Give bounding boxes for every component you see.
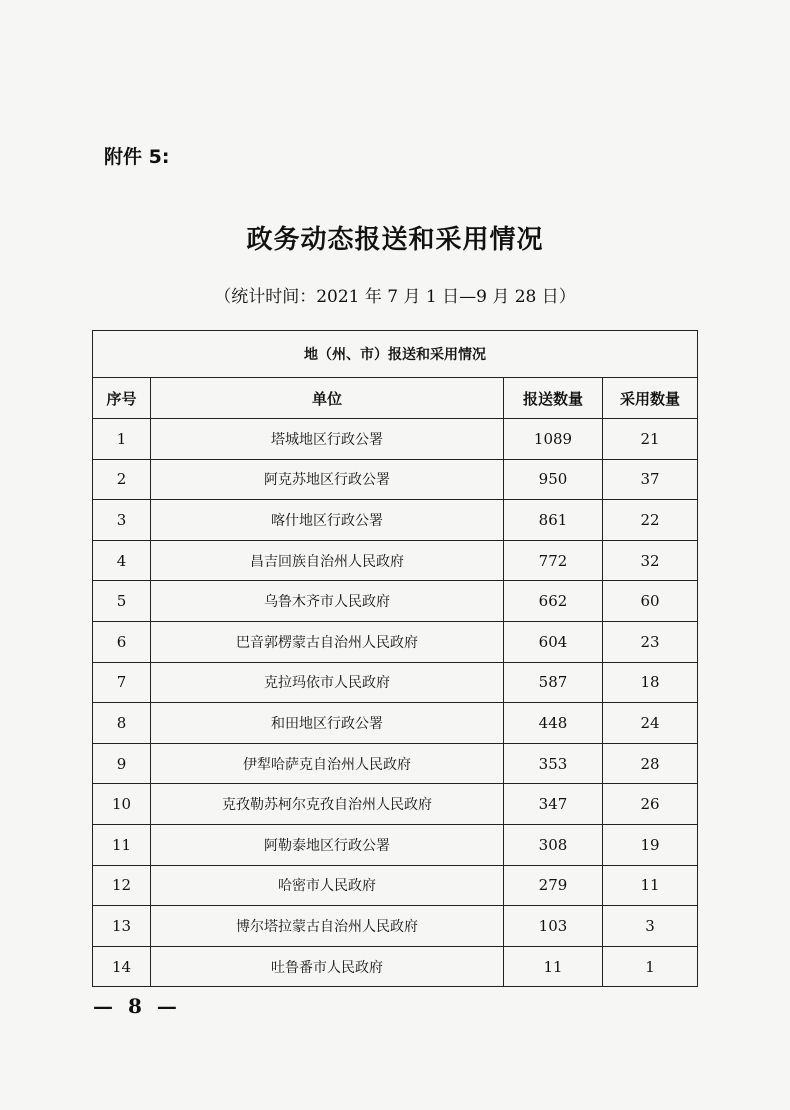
row-adopted: 28	[603, 743, 698, 784]
table-header-row	[93, 378, 698, 419]
row-submitted: 308	[504, 824, 603, 865]
row-index: 11	[93, 824, 151, 865]
row-index: 10	[93, 784, 151, 825]
table-row	[93, 824, 698, 865]
row-unit: 克孜勒苏柯尔克孜自治州人民政府	[151, 784, 504, 825]
row-index: 3	[93, 500, 151, 541]
row-unit: 博尔塔拉蒙古自治州人民政府	[151, 906, 504, 947]
row-index: 7	[93, 662, 151, 703]
row-unit: 吐鲁番市人民政府	[151, 946, 504, 987]
table-row	[93, 906, 698, 947]
row-unit: 阿克苏地区行政公署	[151, 459, 504, 500]
row-index: 5	[93, 581, 151, 622]
table-row	[93, 946, 698, 987]
row-index: 14	[93, 946, 151, 987]
row-adopted: 3	[603, 906, 698, 947]
row-adopted: 26	[603, 784, 698, 825]
table-row	[93, 865, 698, 906]
row-adopted: 32	[603, 540, 698, 581]
table-row	[93, 703, 698, 744]
row-adopted: 11	[603, 865, 698, 906]
row-adopted: 24	[603, 703, 698, 744]
row-submitted: 353	[504, 743, 603, 784]
table-row	[93, 540, 698, 581]
row-unit: 哈密市人民政府	[151, 865, 504, 906]
row-unit: 乌鲁木齐市人民政府	[151, 581, 504, 622]
table-row	[93, 621, 698, 662]
row-submitted: 587	[504, 662, 603, 703]
row-index: 1	[93, 419, 151, 460]
table-row	[93, 662, 698, 703]
row-submitted: 1089	[504, 419, 603, 460]
table-row	[93, 784, 698, 825]
header-submitted: 报送数量	[504, 378, 603, 419]
row-unit: 伊犁哈萨克自治州人民政府	[151, 743, 504, 784]
report-table	[92, 330, 698, 987]
row-submitted: 103	[504, 906, 603, 947]
row-index: 12	[93, 865, 151, 906]
page-number: — 8 —	[93, 994, 181, 1018]
row-submitted: 772	[504, 540, 603, 581]
row-submitted: 604	[504, 621, 603, 662]
row-unit: 喀什地区行政公署	[151, 500, 504, 541]
row-adopted: 23	[603, 621, 698, 662]
row-submitted: 950	[504, 459, 603, 500]
row-adopted: 21	[603, 419, 698, 460]
row-submitted: 448	[504, 703, 603, 744]
table-caption: 地（州、市）报送和采用情况	[93, 331, 698, 378]
row-unit: 和田地区行政公署	[151, 703, 504, 744]
row-submitted: 662	[504, 581, 603, 622]
attachment-label: 附件 5:	[104, 146, 170, 168]
row-adopted: 60	[603, 581, 698, 622]
row-index: 9	[93, 743, 151, 784]
row-adopted: 37	[603, 459, 698, 500]
row-adopted: 22	[603, 500, 698, 541]
statistics-period: （统计时间：2021 年 7 月 1 日—9 月 28 日）	[214, 287, 576, 307]
row-unit: 克拉玛依市人民政府	[151, 662, 504, 703]
row-index: 6	[93, 621, 151, 662]
row-index: 8	[93, 703, 151, 744]
row-index: 4	[93, 540, 151, 581]
table-row	[93, 419, 698, 460]
row-submitted: 11	[504, 946, 603, 987]
row-submitted: 347	[504, 784, 603, 825]
row-adopted: 19	[603, 824, 698, 865]
header-adopted: 采用数量	[603, 378, 698, 419]
header-unit: 单位	[151, 378, 504, 419]
table-row	[93, 500, 698, 541]
table-row	[93, 459, 698, 500]
row-adopted: 1	[603, 946, 698, 987]
page-title: 政务动态报送和采用情况	[246, 225, 544, 255]
row-submitted: 279	[504, 865, 603, 906]
row-adopted: 18	[603, 662, 698, 703]
table-row	[93, 581, 698, 622]
row-unit: 巴音郭楞蒙古自治州人民政府	[151, 621, 504, 662]
row-index: 2	[93, 459, 151, 500]
row-submitted: 861	[504, 500, 603, 541]
row-unit: 塔城地区行政公署	[151, 419, 504, 460]
header-index: 序号	[93, 378, 151, 419]
table-caption-row	[93, 331, 698, 378]
row-unit: 阿勒泰地区行政公署	[151, 824, 504, 865]
row-unit: 昌吉回族自治州人民政府	[151, 540, 504, 581]
table-row	[93, 743, 698, 784]
row-index: 13	[93, 906, 151, 947]
